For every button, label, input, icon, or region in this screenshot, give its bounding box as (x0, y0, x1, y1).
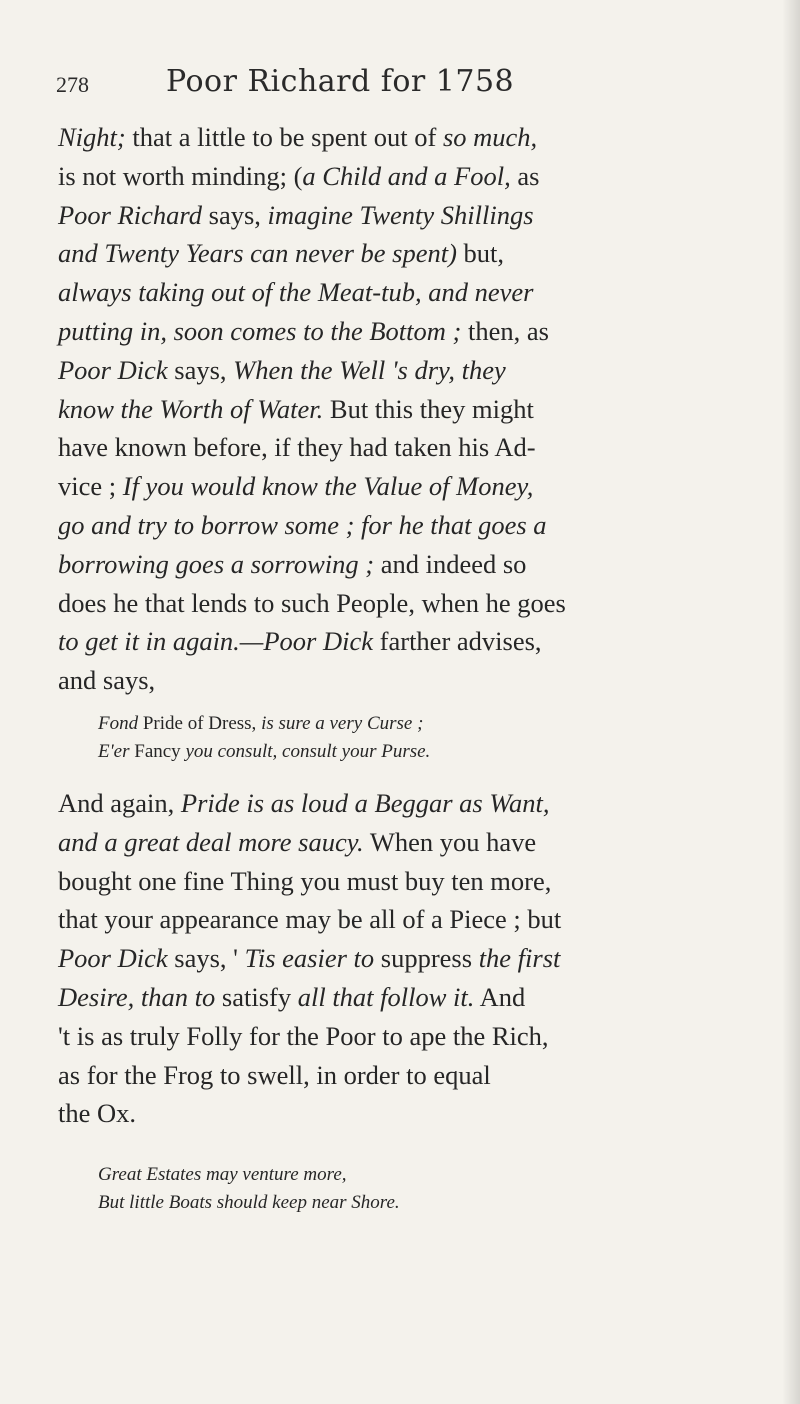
italic-run: and Twenty Years can never be spent) (58, 238, 457, 269)
text-line (58, 1056, 776, 1095)
italic-run: all that follow it. (297, 981, 475, 1012)
roman-run: Fancy (129, 740, 186, 762)
italic-run: and a great deal more saucy. (58, 826, 364, 857)
text-line (58, 1017, 776, 1056)
roman-run: the Ox. (58, 1098, 137, 1129)
text-line (58, 978, 776, 1017)
roman-run: and says, (58, 665, 156, 696)
italic-run: Poor Dick (58, 354, 168, 385)
text-line (58, 351, 776, 390)
text-line (58, 784, 776, 823)
italic-run: When the Well 's dry, they (233, 354, 506, 385)
roman-run: says, ' (167, 943, 245, 974)
italic-run: E'er (98, 740, 130, 762)
text-line (58, 584, 776, 623)
text-line (58, 234, 776, 273)
roman-run: And (474, 981, 526, 1012)
roman-run: bought one fine Thing you must buy ten more, (58, 865, 552, 896)
text-line (58, 196, 776, 235)
text-line (58, 273, 776, 312)
text-line (58, 157, 776, 196)
italic-run: so much, (442, 122, 538, 152)
page-header (56, 64, 756, 104)
body-text (58, 118, 776, 1235)
running-title: Poor Richard for 1758 (166, 64, 515, 99)
text-line (58, 312, 776, 351)
paragraph-1 (58, 118, 776, 700)
text-line (58, 506, 776, 545)
text-line (58, 1094, 776, 1133)
roman-run: then, as (461, 315, 549, 346)
roman-run: and indeed so (374, 548, 527, 579)
roman-run: does he that lends to such People, when he goes (58, 587, 566, 618)
text-line (58, 545, 776, 584)
italic-run: the first (478, 943, 561, 974)
italic-run: If you would know the Value of Money, (122, 471, 534, 502)
italic-run: Great Estates may venture more, (98, 1164, 347, 1186)
text-line (58, 118, 776, 157)
text-line (58, 900, 776, 939)
roman-run: have known before, if they had taken his Ad- (58, 432, 536, 463)
italic-run: Pride is as loud a Beggar as Want, (180, 787, 550, 818)
italic-run: Fond (98, 712, 139, 734)
roman-run: suppress (374, 943, 479, 974)
text-line (58, 661, 776, 700)
roman-run: farther advises, (373, 626, 542, 657)
verse-couplet-1 (58, 710, 776, 766)
italic-run: is sure a very Curse ; (261, 712, 424, 734)
verse-line (98, 1161, 776, 1189)
text-line (58, 467, 776, 506)
roman-run: is not worth minding; ( (58, 160, 303, 191)
verse-line (98, 1189, 776, 1217)
italic-run: go and try to borrow some ; for he that goes a (58, 509, 547, 540)
text-line (58, 390, 776, 429)
italic-run: a Child and a Fool, (302, 160, 511, 191)
italic-run: Night; (58, 122, 126, 152)
roman-run: But this they might (323, 393, 534, 424)
text-line (58, 622, 776, 661)
roman-run: vice ; (58, 471, 123, 502)
roman-run: as (510, 160, 540, 191)
page-number: 278 (56, 72, 89, 97)
verse-couplet-2 (58, 1161, 776, 1217)
roman-run: but, (456, 238, 505, 269)
italic-run: imagine Twenty Shillings (267, 199, 534, 230)
italic-run: Poor Richard (58, 199, 203, 230)
italic-run: Poor Dick (58, 943, 168, 974)
roman-run: Pride of Dress, (138, 712, 262, 734)
italic-run: know the Worth of Water. (58, 393, 324, 424)
italic-run: Tis easier to (244, 943, 375, 974)
text-line (58, 428, 776, 467)
roman-run: that a little to be spent out of (125, 122, 443, 152)
text-line (58, 862, 776, 901)
italic-run: But little Boats should keep near Shore. (98, 1192, 400, 1214)
roman-run: says, (202, 199, 268, 230)
text-line (58, 939, 776, 978)
text-line (58, 823, 776, 862)
verse-line (98, 710, 776, 738)
italic-run: always taking out of the Meat-tub, and never (58, 277, 534, 308)
roman-run: satisfy (215, 981, 298, 1012)
roman-run: 't is as truly Folly for the Poor to ape the Rich, (58, 1020, 549, 1051)
roman-run: that your appearance may be all of a Piece ; but (58, 904, 562, 935)
verse-line (98, 738, 776, 766)
roman-run: as for the Frog to swell, in order to equal (58, 1059, 491, 1090)
italic-run: to get it in again.—Poor Dick (58, 626, 374, 657)
roman-run: And again, (58, 787, 181, 818)
italic-run: borrowing goes a sorrowing ; (58, 548, 375, 579)
roman-run: says, (167, 354, 234, 385)
italic-run: you consult, consult your Purse. (185, 740, 431, 762)
italic-run: putting in, soon comes to the Bottom ; (58, 315, 462, 346)
paragraph-2 (58, 784, 776, 1133)
roman-run: When you have (363, 826, 537, 857)
page-edge-shadow (782, 0, 800, 1404)
italic-run: Desire, than to (58, 981, 216, 1012)
